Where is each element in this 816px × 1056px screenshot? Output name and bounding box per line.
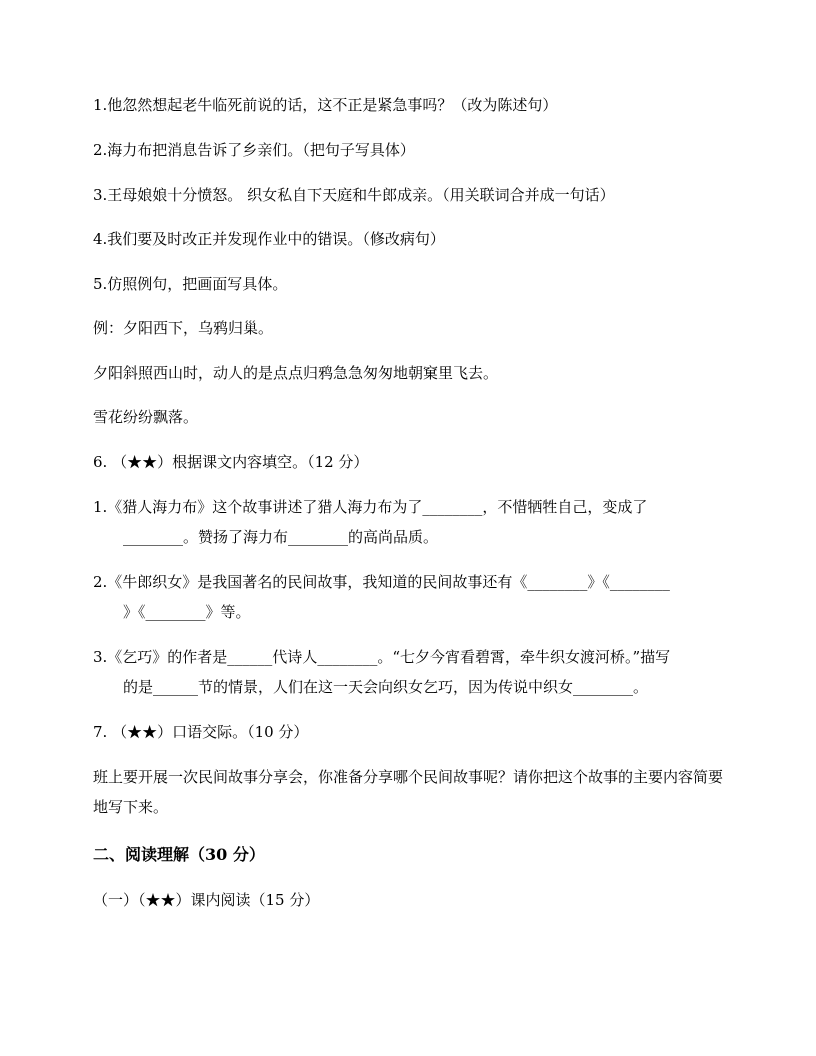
question-6-1-line-a: 1.《猎人海力布》这个故事讲述了猎人海力布为了________，不惜牺牲自己，变成了 [93, 498, 648, 516]
question-line-1: 1.他忽然想起老牛临死前说的话，这不正是紧急事吗？（改为陈述句） [93, 96, 558, 114]
question-line-2: 2.海力布把消息告诉了乡亲们。（把句子写具体） [93, 141, 415, 159]
practice-line: 雪花纷纷飘落。 [93, 408, 199, 426]
subsection-1-title: （一）（★★）课内阅读（15 分） [93, 891, 320, 909]
example-line: 例：夕阳西下，乌鸦归巢。 [93, 319, 274, 337]
question-6-3-line-b: 的是______节的情景，人们在这一天会向织女乞巧，因为传说中织女________。 [123, 678, 649, 696]
question-6-heading: 6. （★★）根据课文内容填空。（12 分） [93, 453, 369, 471]
question-6-2-line-a: 2.《牛郎织女》是我国著名的民间故事，我知道的民间故事还有《________》《________ [93, 573, 670, 591]
question-line-3: 3.王母娘娘十分愤怒。 织女私自下天庭和牛郎成亲。（用关联词合并成一句话） [93, 186, 615, 204]
question-6-3-line-a: 3.《乞巧》的作者是______代诗人________。“七夕今宵看碧霄，牵牛织女渡河桥。”描写 [93, 648, 671, 666]
question-7-heading: 7. （★★）口语交际。（10 分） [93, 723, 309, 741]
question-6-2-line-b: 》《________》等。 [123, 603, 251, 621]
section-2-title: 二、阅读理解（30 分） [93, 845, 265, 864]
question-6-1-line-b: ________。赞扬了海力布________的高尚品质。 [123, 528, 439, 546]
question-line-4: 4.我们要及时改正并发现作业中的错误。（修改病句） [93, 230, 445, 248]
example-expanded-line: 夕阳斜照西山时，动人的是点点归鸦急急匆匆地朝窠里飞去。 [93, 364, 499, 382]
question-line-5: 5.仿照例句，把画面写具体。 [93, 275, 288, 293]
question-7-body: 班上要开展一次民间故事分享会，你准备分享哪个民间故事呢？请你把这个故事的主要内容简要地写下来。 [93, 768, 724, 816]
